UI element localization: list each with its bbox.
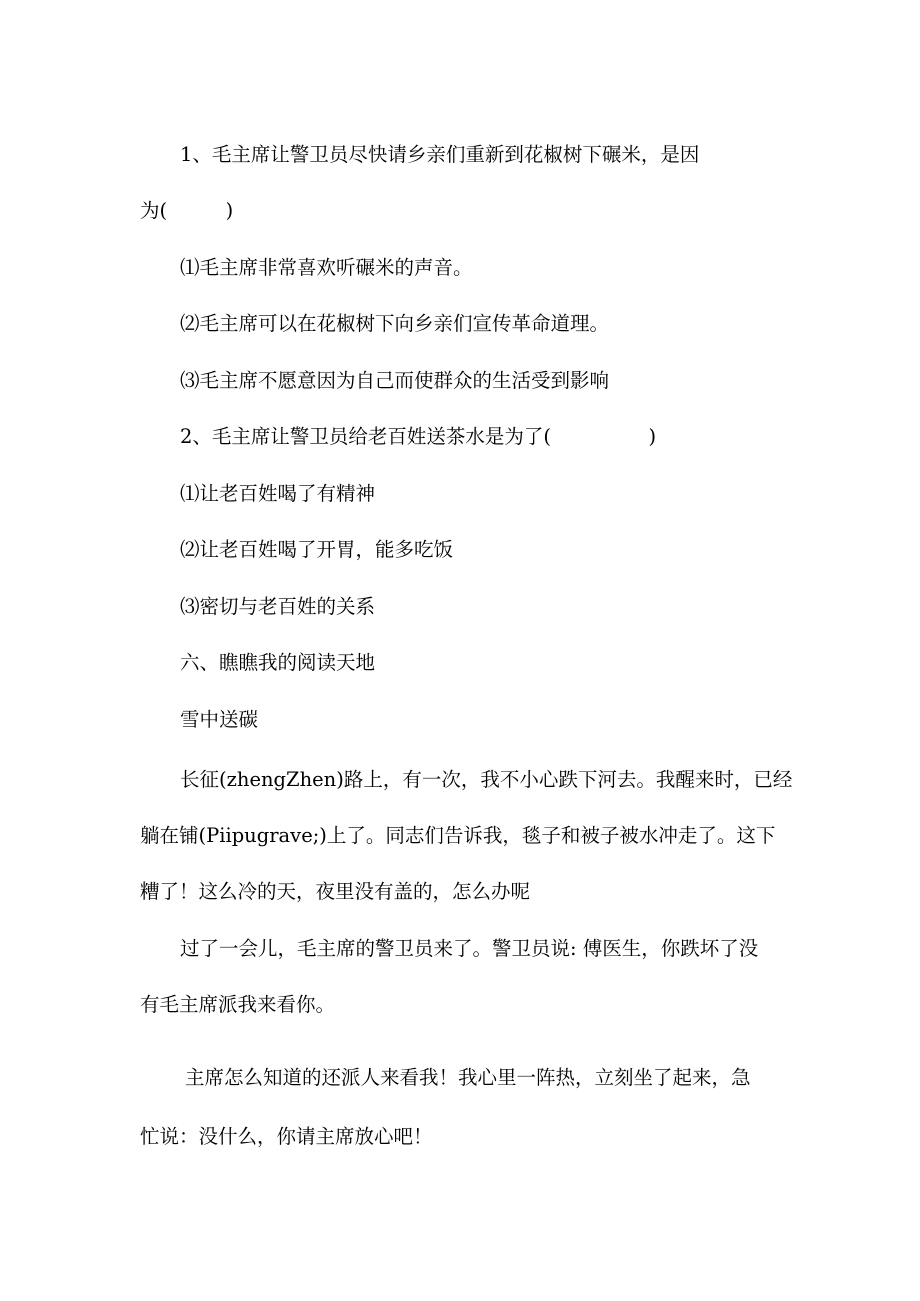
question-2-option-3: ⑶密切与老百姓的关系 xyxy=(180,595,376,618)
question-1-stem-line-2: 为( ) xyxy=(140,199,234,222)
passage-paragraph-2-line-1: 过了一会儿，毛主席的警卫员来了。警卫员说: 傅医生，你跌坏了没 xyxy=(180,937,759,960)
question-1-option-1: ⑴毛主席非常喜欢听碾米的声音。 xyxy=(180,256,473,279)
passage-paragraph-3-line-1: 主席怎么知道的还派人来看我！我心里一阵热，立刻坐了起来，急 xyxy=(185,1066,751,1089)
passage-paragraph-2-line-2: 有毛主席派我来看你。 xyxy=(140,993,336,1016)
question-1-stem-line-1: 1、毛主席让警卫员尽快请乡亲们重新到花椒树下碾米，是因 xyxy=(180,143,700,166)
passage-paragraph-3-line-2: 忙说：没什么，你请主席放心吧！ xyxy=(140,1125,433,1148)
passage-title: 雪中送碳 xyxy=(180,708,259,731)
passage-paragraph-1-line-1: 长征(zhengZhen)路上，有一次，我不小心跌下河去。我醒来时，已经 xyxy=(180,768,793,791)
passage-paragraph-1-line-3: 糟了！这么冷的天，夜里没有盖的，怎么办呢 xyxy=(140,880,531,903)
question-2-option-2: ⑵让老百姓喝了开胃，能多吃饭 xyxy=(180,538,454,561)
question-2-option-1: ⑴让老百姓喝了有精神 xyxy=(180,482,376,505)
question-1-option-2: ⑵毛主席可以在花椒树下向乡亲们宣传革命道理。 xyxy=(180,312,610,335)
passage-paragraph-1-line-2: 躺在铺(Piipugrave;)上了。同志们告诉我，毯子和被子被水冲走了。这下 xyxy=(140,824,776,847)
question-2-stem: 2、毛主席让警卫员给老百姓送茶水是为了( ) xyxy=(180,425,657,448)
section-heading: 六、瞧瞧我的阅读天地 xyxy=(180,651,376,674)
question-1-option-3: ⑶毛主席不愿意因为自己而使群众的生活受到影响 xyxy=(180,369,610,392)
